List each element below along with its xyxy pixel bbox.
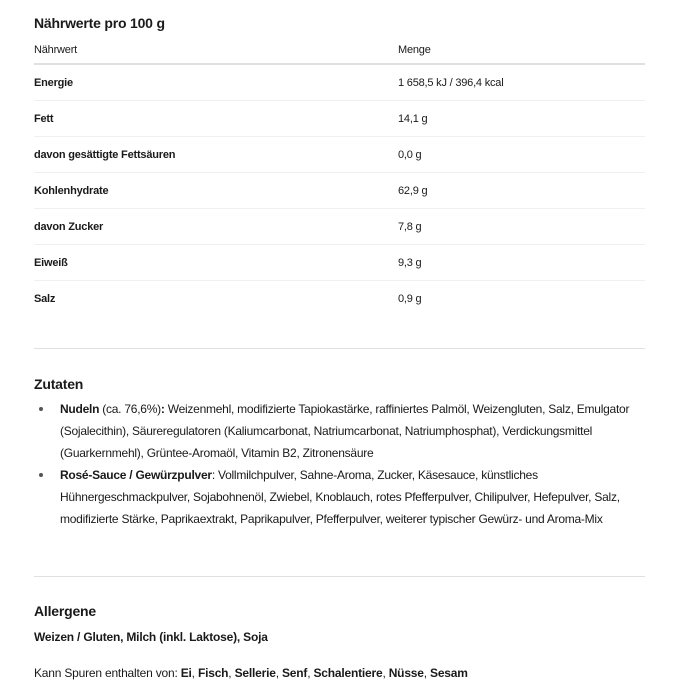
allergens-traces: Kann Spuren enthalten von: Ei, Fisch, Sellerie, Senf, Schalentiere, Nüsse, Sesam	[34, 666, 468, 680]
trace-allergen: Ei	[180, 666, 192, 680]
table-row	[34, 173, 645, 209]
nutrition-title: Nährwerte pro 100 g	[34, 15, 165, 31]
ingredients-title: Zutaten	[34, 376, 84, 392]
nutrient-value: 1 658,5 kJ / 396,4 kcal	[398, 64, 645, 101]
nutrition-table	[34, 36, 645, 316]
header-amount: Menge	[398, 36, 645, 64]
trace-allergen: Senf	[281, 666, 308, 680]
table-row	[34, 137, 645, 173]
divider	[34, 348, 645, 349]
trace-allergen: Fisch	[197, 666, 229, 680]
trace-allergen: Sellerie	[234, 666, 276, 680]
colon: :	[160, 402, 165, 416]
table-row	[34, 209, 645, 245]
divider	[34, 576, 645, 577]
nutrient-value: 0,9 g	[398, 292, 422, 305]
allergens-title: Allergene	[34, 603, 96, 619]
ingredient-item	[60, 464, 650, 530]
nutrient-value: 7,8 g	[398, 209, 645, 245]
ingredient-text: Vollmilchpulver, Sahne-Aroma, Zucker, Käsesauce, künstliches Hühnergeschmackpulver, Sojabohnenöl, Zwiebel, Knoblauch, rotes Pfefferpulver, Chilipulver, Hefepulver, Salz, modifizierte Stärke, Paprikaextrakt, Paprikapulver, Pfefferpulver, weiterer typischer Gewürz- und Aroma-Mix	[60, 468, 620, 526]
nutrient-name: davon gesättigte Fettsäuren	[34, 137, 398, 173]
nutrient-value: 62,9 g	[398, 173, 645, 209]
table-row	[34, 281, 645, 317]
table-row	[34, 101, 645, 137]
allergens-main: Weizen / Gluten, Milch (inkl. Laktose), Soja	[34, 630, 268, 644]
ingredient-item	[60, 398, 650, 464]
nutrient-value: 9,3 g	[398, 245, 645, 281]
traces-prefix: Kann Spuren enthalten von:	[34, 666, 181, 680]
trace-allergen: Sesam	[430, 666, 468, 680]
nutrient-value: 0,0 g	[398, 137, 645, 173]
nutrient-name: davon Zucker	[34, 209, 398, 245]
header-nutrient: Nährwert	[34, 36, 398, 64]
nutrient-name: Eiweiß	[34, 245, 398, 281]
nutrient-name: Salz	[34, 292, 56, 305]
nutrient-name: Fett	[34, 101, 398, 137]
ingredient-text: Weizenmehl, modifizierte Tapiokastärke, raffiniertes Palmöl, Weizengluten, Salz, Emulgator (Sojalecithin), Säureregulatoren (Kaliumcarbonat, Natriumcarbonat, Natriumphosphat), Verdickungsmittel (Guarkernmehl), Grüntee-Aromaöl, Vitamin B2, Zitronensäure	[60, 402, 630, 460]
trace-allergen: Nüsse	[388, 666, 424, 680]
ingredient-label: Rosé-Sauce / Gewürzpulver	[60, 468, 212, 482]
ingredients-list	[34, 398, 650, 530]
colon: :	[211, 468, 215, 482]
nutrient-name: Kohlenhydrate	[34, 173, 398, 209]
table-row	[34, 245, 645, 281]
nutrient-name: Energie	[34, 64, 398, 101]
table-header-row	[34, 36, 645, 64]
table-row	[34, 64, 645, 101]
trace-allergen: Schalentiere	[313, 666, 383, 680]
nutrient-value: 14,1 g	[398, 101, 645, 137]
ingredient-label: Nudeln	[60, 402, 100, 416]
ingredient-qualifier: (ca. 76,6%)	[99, 402, 161, 416]
